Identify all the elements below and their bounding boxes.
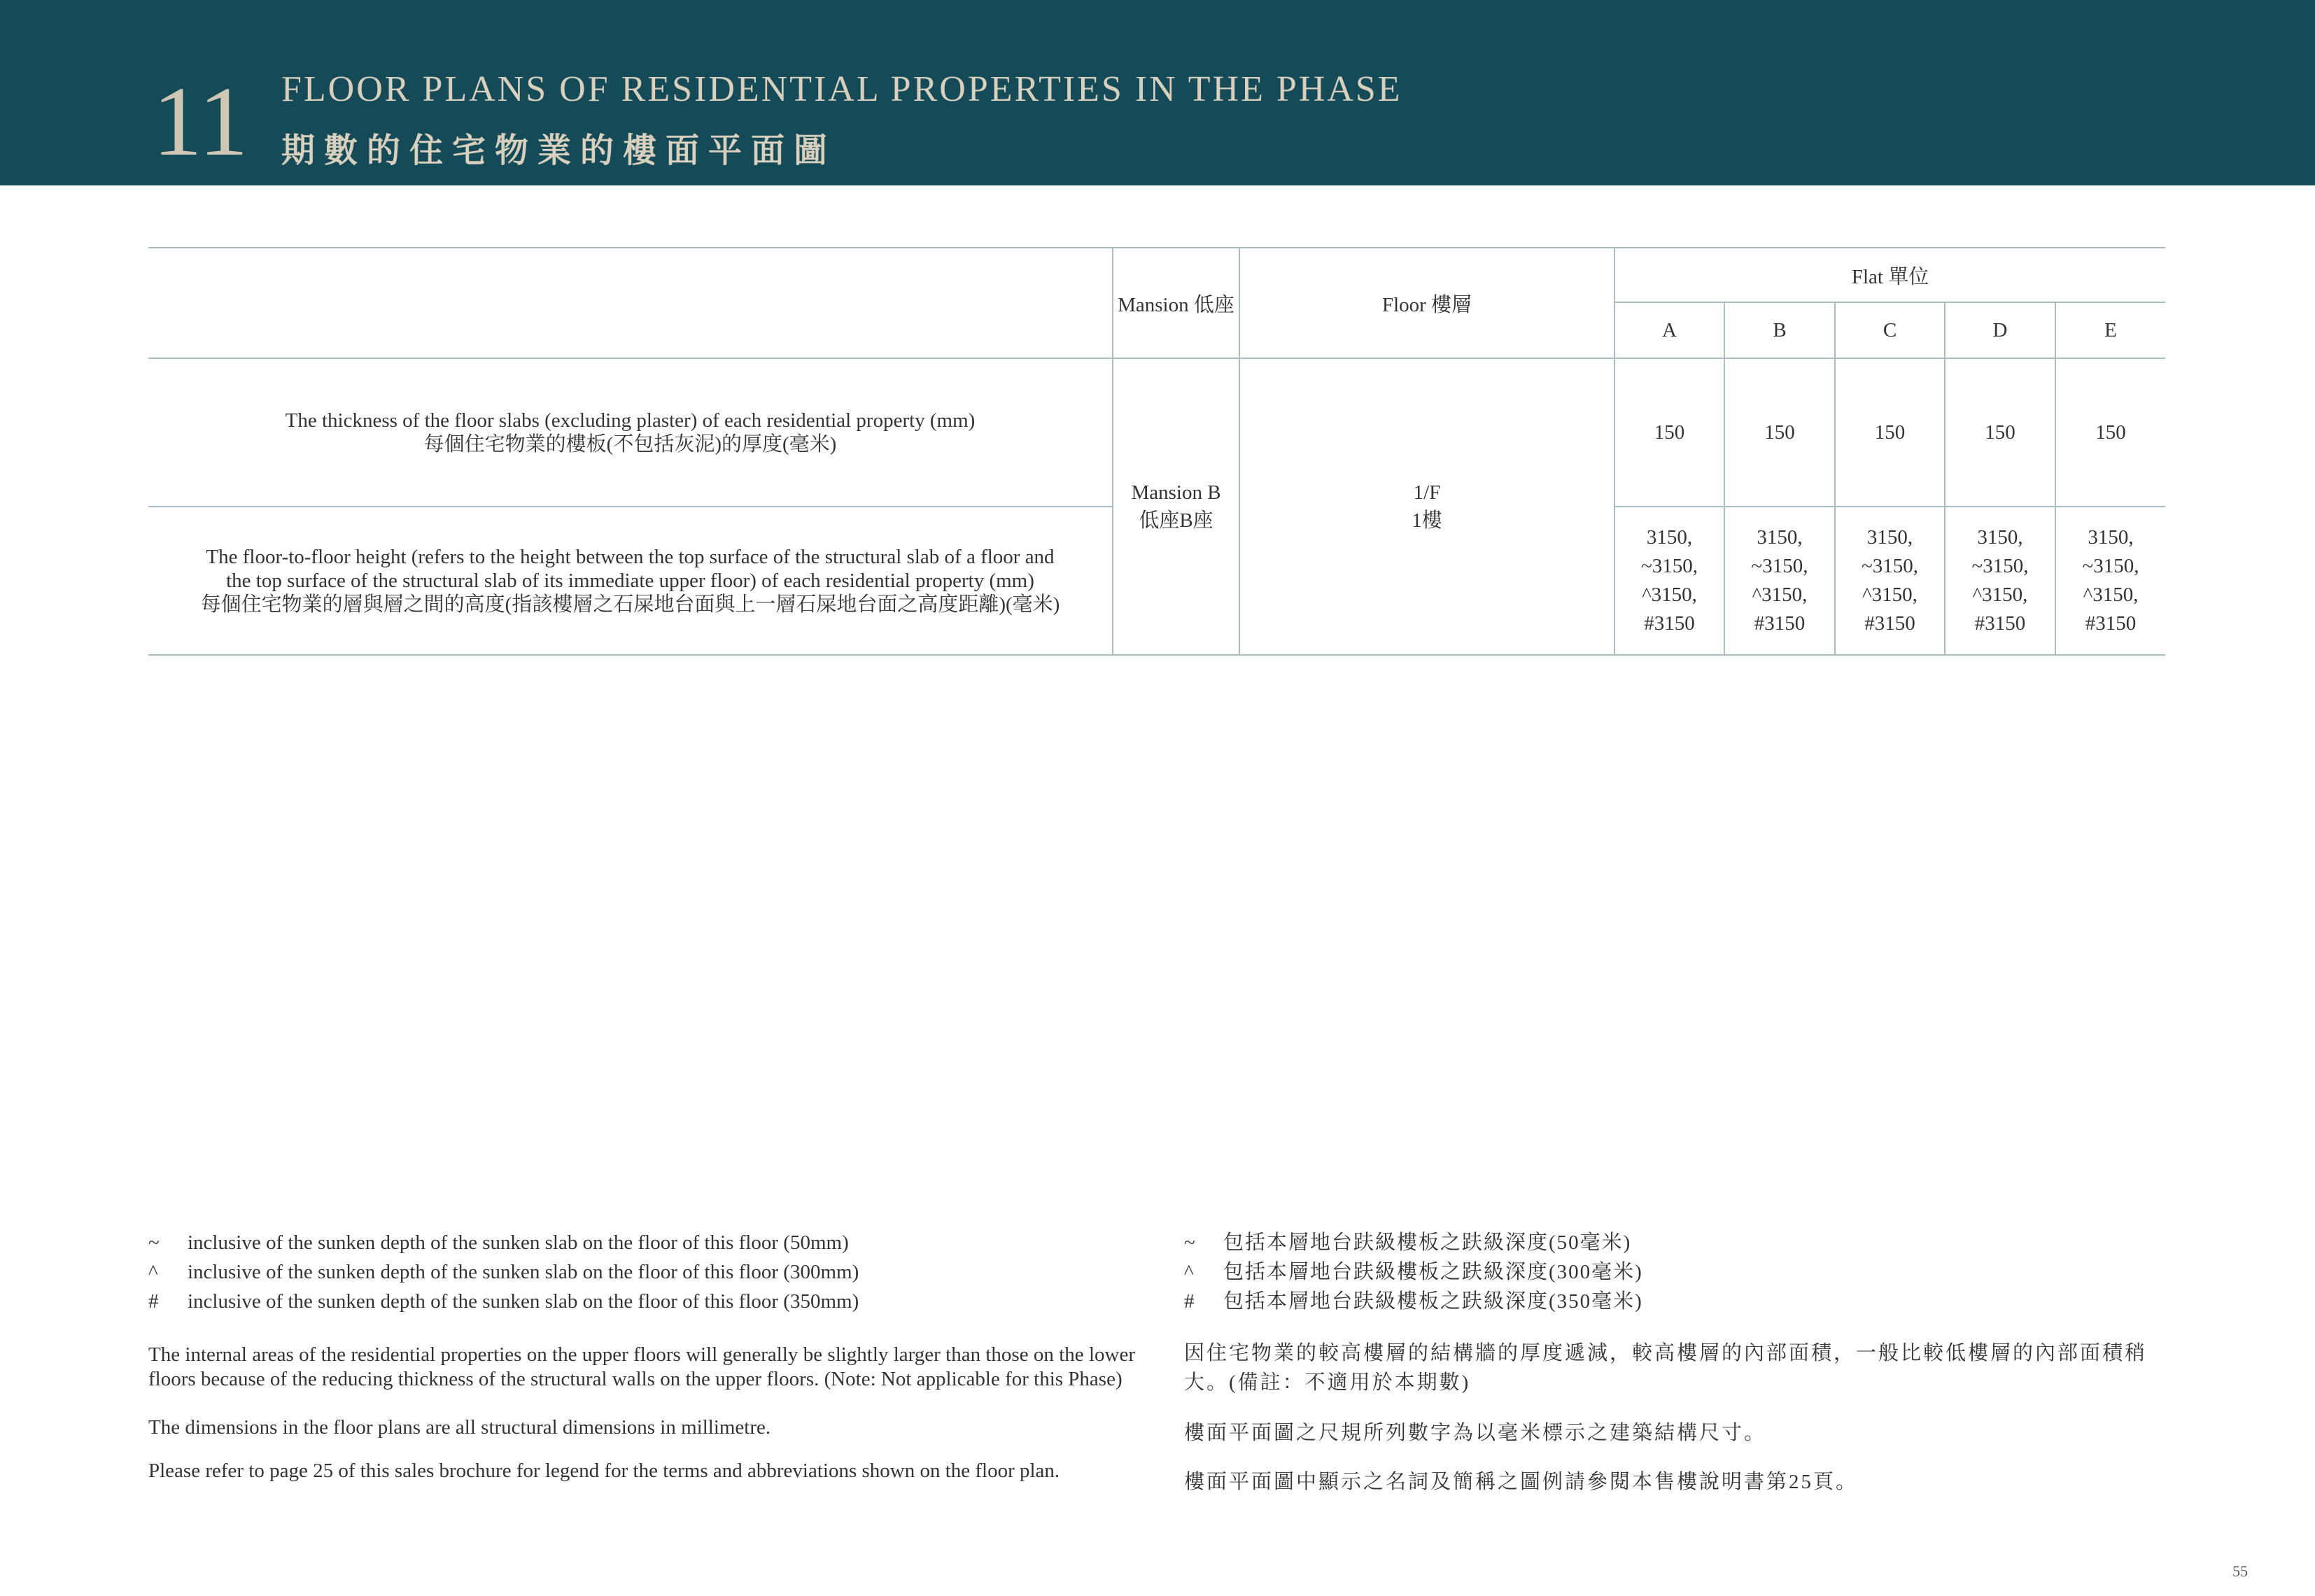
note-symbol: ^ [1184, 1261, 1195, 1283]
value-line: #3150 [1864, 612, 1915, 635]
slab-thickness-label [148, 358, 1113, 507]
value-line: ~3150, [1751, 555, 1808, 577]
internal-area-note-en: The internal areas of the residential properties on the upper floors will generally be slightly larger than those on the lower floors because of the reducing thickness of the structural walls on the upper floors. (Note: Not applicable for this Phase) [148, 1343, 1135, 1390]
notes-english [148, 1228, 1135, 1485]
legend-note-zh: 樓面平面圖中顯示之名詞及簡稱之圖例請參閱本售樓說明書第25頁。 [1184, 1471, 1859, 1493]
value-line: #3150 [1974, 612, 2026, 635]
slab-thickness-label-zh: 每個住宅物業的樓板(不包括灰泥)的厚度(毫米) [423, 433, 837, 456]
symbol-note [148, 1257, 1135, 1287]
flat-a-header: A [1614, 302, 1724, 358]
value-line: #3150 [1644, 612, 1695, 635]
value-line: ~3150, [1641, 555, 1698, 577]
floor-spec-table [148, 247, 2165, 656]
internal-area-note-zh: 因住宅物業的較高樓層的結構牆的厚度遞減，較高樓層的內部面積，一般比較低樓層的內部面積稍大。(備註：不適用於本期數) [1184, 1342, 2148, 1394]
page-header [0, 0, 2315, 185]
value-line: 3150, [1646, 526, 1693, 549]
value-line: 3150, [1977, 526, 2023, 549]
note-symbol: ~ [1184, 1231, 1197, 1254]
slab-thickness-c: 150 [1835, 358, 1945, 507]
slab-thickness-label-en: The thickness of the floor slabs (excluding plaster) of each residential property (mm) [285, 409, 976, 432]
flat-e-header: E [2055, 302, 2165, 358]
symbol-note [1184, 1287, 2167, 1316]
note-text: 包括本層地台趺級樓板之趺級深度(300毫米) [1223, 1261, 1643, 1283]
flat-d-header: D [1945, 302, 2055, 358]
floor-height-label-en-2: the top surface of the structural slab of its immediate upper floor) of each residential property (mm) [226, 570, 1034, 592]
slab-thickness-b: 150 [1724, 358, 1835, 507]
symbol-note [148, 1287, 1135, 1316]
note-symbol: ~ [148, 1231, 160, 1254]
legend-note-en: Please refer to page 25 of this sales brochure for legend for the terms and abbreviations shown on the floor plan. [148, 1460, 1060, 1482]
value-line: ^3150, [2083, 584, 2139, 606]
mansion-en: Mansion B [1131, 481, 1221, 504]
note-symbol: # [1184, 1290, 1196, 1313]
value-line: ^3150, [1972, 584, 2028, 606]
floor-height-label [148, 507, 1113, 655]
flat-header: Flat 單位 [1614, 248, 2165, 302]
mansion-cell [1113, 358, 1239, 655]
value-line: ~3150, [2082, 555, 2139, 577]
flat-b-header: B [1724, 302, 1835, 358]
symbol-note [1184, 1257, 2167, 1287]
note-text: inclusive of the sunken depth of the sunken slab on the floor of this floor (300mm) [188, 1261, 859, 1283]
floor-en: 1/F [1413, 481, 1441, 504]
floor-cell [1239, 358, 1614, 655]
value-line: ~3150, [1862, 555, 1918, 577]
note-symbol: # [148, 1290, 159, 1313]
note-text: inclusive of the sunken depth of the sunken slab on the floor of this floor (350mm) [188, 1290, 859, 1313]
dimension-note-zh: 樓面平面圖之尺規所列數字為以毫米標示之建築結構尺寸。 [1184, 1422, 1767, 1444]
note-text: inclusive of the sunken depth of the sunken slab on the floor of this floor (50mm) [188, 1231, 849, 1254]
notes-chinese [1184, 1228, 2167, 1497]
value-line: ~3150, [1971, 555, 2029, 577]
section-number: 11 [153, 66, 248, 176]
note-text: 包括本層地台趺級樓板之趺級深度(50毫米) [1223, 1231, 1632, 1254]
value-line: 3150, [2088, 526, 2134, 549]
mansion-zh: 低座B座 [1139, 509, 1213, 532]
slab-thickness-d: 150 [1945, 358, 2055, 507]
mansion-header: Mansion 低座 [1113, 248, 1239, 358]
slab-thickness-e: 150 [2055, 358, 2165, 507]
floor-height-d [1945, 507, 2055, 655]
value-line: ^3150, [1642, 584, 1697, 606]
floor-height-b [1724, 507, 1835, 655]
value-line: #3150 [1754, 612, 1806, 635]
note-symbol: ^ [148, 1261, 158, 1283]
floor-height-label-zh: 每個住宅物業的層與層之間的高度(指該樓層之石屎地台面與上一層石屎地台面之高度距離)(毫米) [200, 593, 1060, 616]
floor-height-e [2055, 507, 2165, 655]
floor-header: Floor 樓層 [1239, 248, 1614, 358]
floor-height-label-en-1: The floor-to-floor height (refers to the height between the top surface of the structural slab of a floor and [206, 546, 1055, 568]
value-line: 3150, [1757, 526, 1803, 549]
note-text: 包括本層地台趺級樓板之趺級深度(350毫米) [1223, 1290, 1643, 1313]
value-line: ^3150, [1752, 584, 1808, 606]
symbol-note [1184, 1228, 2167, 1257]
symbol-note [148, 1228, 1135, 1257]
floor-height-c [1835, 507, 1945, 655]
value-line: ^3150, [1862, 584, 1918, 606]
floor-height-a [1614, 507, 1724, 655]
floor-zh: 1樓 [1412, 509, 1442, 532]
header-blank-cell [148, 248, 1113, 358]
section-title-zh: 期數的住宅物業的樓面平面圖 [281, 132, 837, 169]
flat-c-header: C [1835, 302, 1945, 358]
dimension-note-en: The dimensions in the floor plans are all structural dimensions in millimetre. [148, 1416, 771, 1439]
page-number: 55 [2232, 1562, 2248, 1580]
section-title-en: FLOOR PLANS OF RESIDENTIAL PROPERTIES IN THE PHASE [281, 69, 1402, 109]
slab-thickness-a: 150 [1614, 358, 1724, 507]
value-line: 3150, [1866, 526, 1913, 549]
value-line: #3150 [2085, 612, 2137, 635]
